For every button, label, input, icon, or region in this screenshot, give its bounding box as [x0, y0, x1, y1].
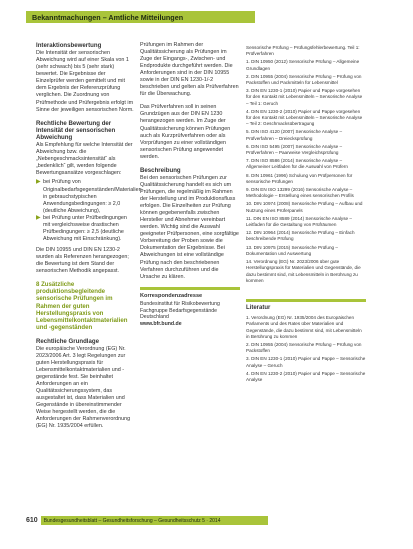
arrow-bullet-icon: ▶: [36, 179, 41, 186]
reference-item: 5. DIN ISO 4120 (2007) Sensorische Analyse – Prüfverfahren – Dreiecksprüfung: [246, 129, 343, 141]
section-header-title: Bekanntmachungen – Amtliche Mitteilungen: [32, 12, 184, 22]
heading-korrespondenzadresse: Korrespondenzadresse: [140, 292, 203, 299]
paragraph-intensitaetsbewertung: Die Intensität der sensorischen Abweichung wird auf einer Skala von 1 (sehr schwach) bis 5 (sehr stark) bewertet. Die Ergebnisse der Einzelprüfer werden gemittelt und mit dem Ergebnis der Referenzprüfung verglichen. Die Zuordnung von Prüfmethode und Prüfergebnis erfolgt im Sinne der jeweiligen sensorischen Norm.: [36, 50, 134, 113]
reference-item: 13. DIN 10975 (2015) Sensorische Prüfung – Dokumentation und Auswertung: [246, 244, 338, 256]
bullet-item: [36, 215, 134, 243]
reference-item: 8. DIN 10961 (1996) Schulung von Prüfpersonen für sensorische Prüfungen: [246, 172, 353, 184]
heading-intensitaetsbewertung: Interaktionsbewertung: [36, 42, 102, 49]
bullet-item: [36, 179, 142, 214]
heading-beschreibung: Beschreibung: [140, 166, 181, 174]
footer-bar: [41, 516, 268, 525]
heading-literatur: Literatur: [246, 304, 271, 311]
address-country: Deutschland: [140, 314, 169, 321]
literature-box: [246, 299, 366, 383]
reference-item: 6. DIN ISO 5495 (2007) Sensorische Analyse – Prüfverfahren – Paarweise Vergleichsprüfung: [246, 143, 343, 156]
journal-title: Bundesgesundheitsblatt – Gesundheitsforschung – Gesundheitsschutz 5 · 2014: [43, 517, 221, 524]
reference-item: 10. DIN 10974 (2008) Sensorische Prüfung – Aufbau und Nutzung eines Prüferpanels: [246, 201, 363, 213]
heading-rechtliche-bewertung: Rechtliche Bewertung der Intensität der sensorischen Abweichung: [36, 119, 116, 142]
reference-item: 1. DIN 10950 (2012) Sensorische Prüfung – Allgemeine Grundlagen: [246, 59, 360, 71]
reference-item: 7. DIN ISO 8586 (2014) Sensorische Analyse – Allgemeiner Leitfaden für die Auswahl von Prüfern: [246, 158, 348, 170]
reference-column: [246, 45, 366, 385]
correspondence-address-box: [140, 287, 240, 328]
section-header-bar: [26, 11, 255, 23]
reference-item: 2. DIN 10955 (2004) Sensorische Prüfung – Prüfung von Packstoffen und Packmitteln für Lebensmittel: [246, 73, 362, 86]
reference-item: 3. DIN EN 1230-1 (2010) Papier und Pappe – Sensorische Analyse – Geruch: [246, 356, 366, 368]
text-column-2: [140, 42, 240, 328]
arrow-bullet-icon: ▶: [36, 214, 41, 221]
address-website-link[interactable]: www.bfr.bund.de: [140, 321, 182, 328]
reference-item: Sensorische Prüfung – Prüfungsfehlerbewertung. Teil 1: Prüfverfahren: [246, 45, 360, 57]
paragraph-beschreibung: Bei den sensorischen Prüfungen zur Qualitätssicherung handelt es sich um Prüfungen, die regelmäßig im Rahmen der Herstellung und im Produktionsfluss erfolgen. Die Einzelheiten zur Prüfung können gegebenenfalls zwischen Hersteller und Abnehmer vereinbart werden. Wichtig sind die Auswahl geeigneter Prüfpersonen, eine sorgfältige Vorbereitung der Proben sowie die Dokumentation der Ergebnisse. Bei Abweichungen ist eine vollständige Prüfung nach den beschriebenen Verfahren durchzuführen und die Ursache zu klären.: [140, 174, 239, 280]
page-number: 610: [26, 517, 38, 524]
bullet-text: bei Prüfung unter Prüfbedingungen mit vergleichsweise drastischen Prüfbedingungen: ≥ 2,5 (deutliche Abweichung mit Einschränkung).: [43, 214, 127, 242]
reference-list-literatur: [246, 315, 366, 383]
text-column-1: [36, 42, 142, 436]
reference-item: 11. DIN EN ISO 8589 (2014) Sensorische Analyse – Leitfaden für die Gestaltung von Prüfräumen: [246, 215, 352, 228]
reference-list-top: [246, 45, 366, 284]
reference-item: 2. DIN 10955 (2004) Sensorische Prüfung – Prüfung von Packstoffen: [246, 341, 362, 354]
paragraph-bewertung-tail: Die DIN 10955 und DIN EN 1230-2 wurden als Referenzen herangezogen; die Bewertung ist dem Stand der sensorischen Methodik angepasst.: [36, 246, 129, 275]
paragraph-pruefungen: Prüfungen im Rahmen der Qualitätssicherung als Prüfungen im Zuge der Eingangs-, Zwischen- und Endprodukte durchgeführt werden. Die Anforderungen sind in der DIN 10955 sowie in der DIN EN 1230-1/-2 beschrieben und gelten als Prüfverfahren für die Überwachung.: [140, 42, 239, 98]
address-institute: Bundesinstitut für Risikobewertung: [140, 300, 220, 307]
paragraph-bewertung-intro: Als Empfehlung für welche Intensität der Abweichung bzw. die „Nebengeschmacksintensität“ als „bedenklich“ gilt, werden folgende Bewertungsansätze vorgeschlagen:: [36, 142, 133, 177]
reference-item: 14. Verordnung (EG) Nr. 2023/2006 über gute Herstellungspraxis für Materialien und Gegenstände, die dazu bestimmt sind, mit Lebensmitteln in Berührung zu kommen: [246, 259, 361, 283]
reference-item: 4. DIN EN 1230-2 (2010) Papier und Pappe – Sensorische Analyse: [246, 370, 366, 382]
reference-item: 12. DIN 10964 (2014) Sensorische Prüfung – Einfach beschreibende Prüfung: [246, 230, 355, 242]
address-department: Fachgruppe Bedarfsgegenstände: [140, 307, 218, 314]
heading-zusaetzliche-pruefungen: 8 Zusätzliche produktionsbegleitende sensorische Prüfungen im Rahmen der guten Herstellungspraxis von Lebensmittelkontaktmaterialien und -gegenständen: [36, 281, 128, 332]
bullet-text: bei Prüfung von Originalbedarfsgegenständen/Materialien in gebrauchstypischen Anwendungsbedingungen: ≥ 2,0 (deutliche Abweichung),: [43, 179, 142, 214]
heading-rechtliche-grundlage: Rechtliche Grundlage: [36, 337, 99, 345]
page-footer: [26, 516, 268, 525]
reference-item: 1. Verordnung (EG) Nr. 1935/2004 des Europäischen Parlaments und des Rates über Materialien und Gegenstände, die dazu bestimmt sind, mit Lebensmitteln in Berührung zu kommen: [246, 315, 362, 339]
paragraph-pruefverfahren: Das Prüfverfahren soll in seinen Grundzügen aus der DIN EN 1230 herangezogen werden. Im Zuge der Qualitätssicherung können Prüfungen auch als Kurzprüfverfahren oder als Vorprüfungen zu einer vollständigen sensorischen Prüfung angewendet werden.: [140, 104, 231, 160]
reference-item: 3. DIN EN 1230-1 (2010) Papier und Pappe vorgesehen für den Kontakt mit Lebensmitteln – Sensorische Analyse – Teil 1: Geruch: [246, 88, 363, 106]
reference-item: 4. DIN EN 1230-2 (2010) Papier und Pappe vorgesehen für den Kontakt mit Lebensmitteln – Sensorische Analyse – Teil 2: Geschmacksübertragung: [246, 108, 363, 127]
paragraph-rechtliche-grundlage: Die europäische Verordnung (EG) Nr. 2023/2006 Art. 3 legt Regelungen zur guten Herstellungspraxis für Lebensmittelkontaktmaterialien und -gegenstände fest. Sie beinhaltet Anforderungen an ein Qualitätssicherungssystem, das ausgestaltet ist, dass Materialien und Gegenstände in übereinstimmender Weise hergestellt werden, die die Anforderungen der Rahmenverordnung (EG) Nr. 1935/2004 erfüllen.: [36, 345, 131, 430]
reference-item: 9. DIN EN ISO 13299 (2016) Sensorische Analyse – Methodologie – Erstellung eines sensorischen Profils: [246, 187, 354, 199]
